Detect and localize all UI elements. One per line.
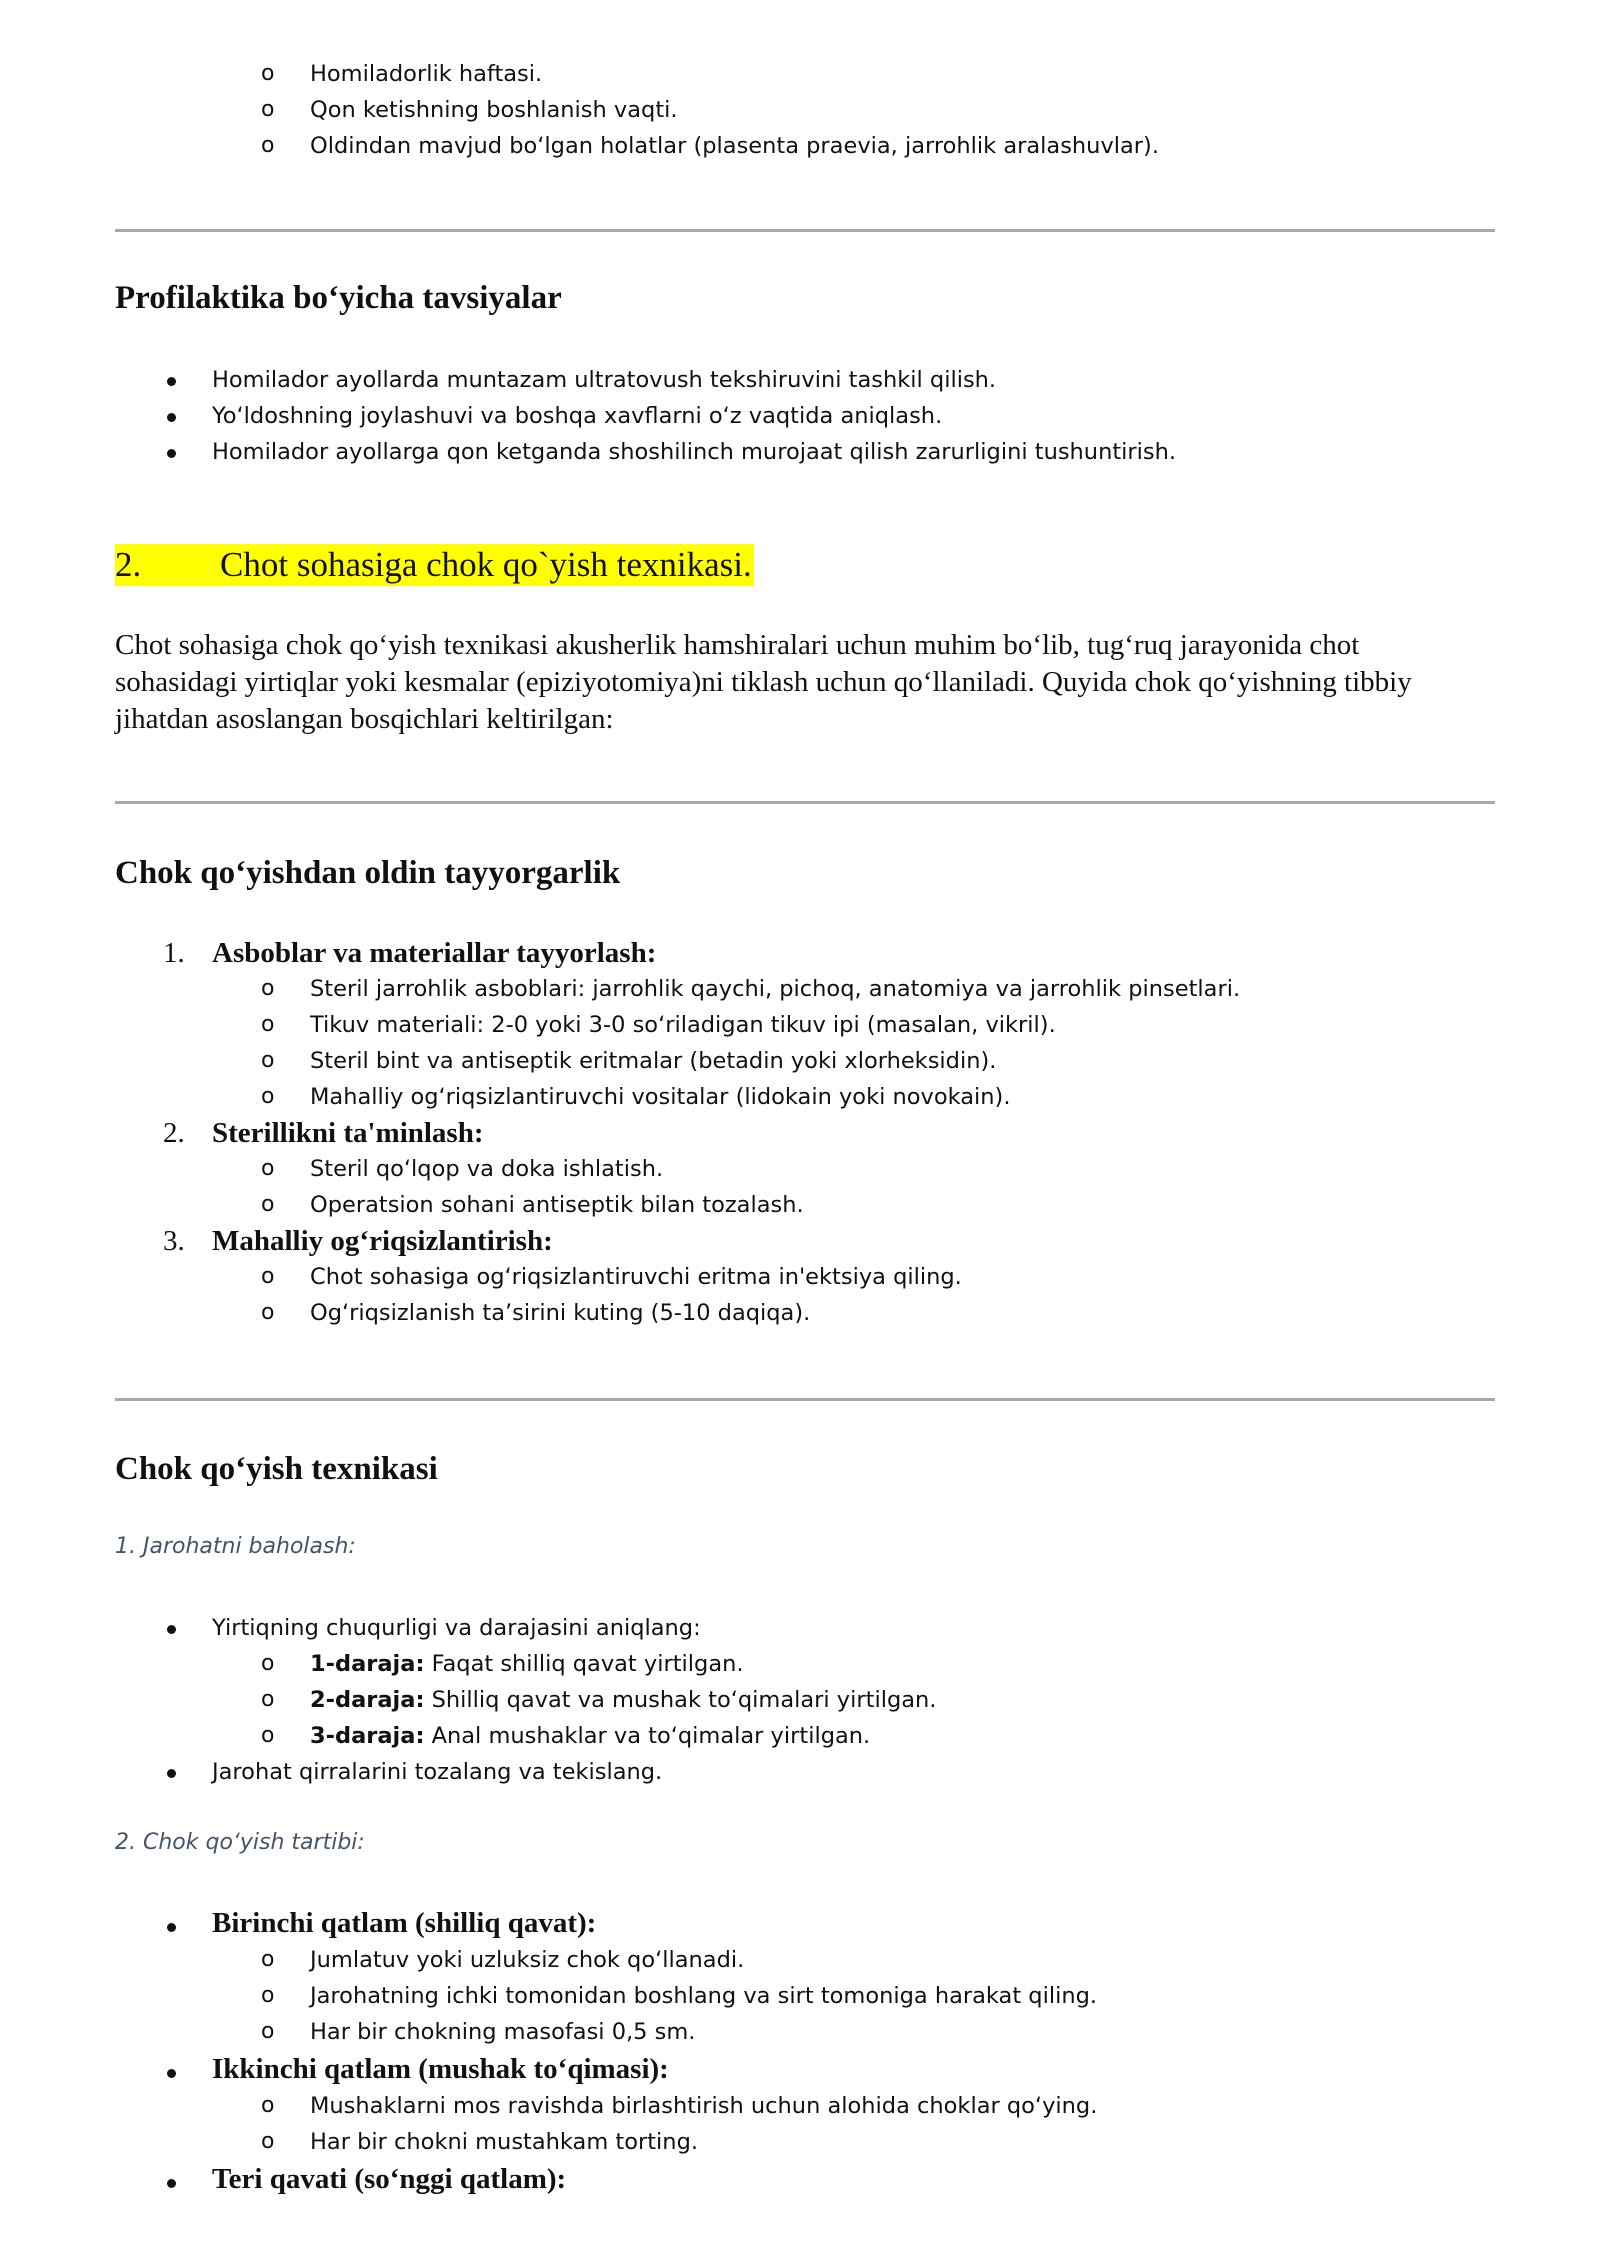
prep-step	[115, 1115, 1495, 1223]
section-heading-profilaktika: Profilaktika bo‘yicha tavsiyalar	[115, 280, 562, 316]
subheading-assess: 1. Jarohatni baholash:	[115, 1534, 356, 1559]
list-item: o Oldindan mavjud bo‘lgan holatlar (plasenta praevia, jarrohlik aralashuvlar).	[115, 128, 1495, 164]
step-sublist	[212, 1151, 1495, 1223]
section-number: 2.	[115, 545, 142, 584]
list-item: o Tikuv materiali: 2-0 yoki 3-0 so‘riladigan tikuv ipi (masalan, vikril).	[115, 1007, 1495, 1043]
list-item: o Operatsion sohani antiseptik bilan tozalash.	[115, 1187, 1495, 1223]
list-item	[115, 1610, 1495, 1754]
step-number: 1.	[163, 937, 185, 969]
degree-item	[115, 1718, 1495, 1754]
list-item: o Qon ketishning boshlanish vaqti.	[115, 92, 1495, 128]
layer-sublist	[212, 2088, 1495, 2160]
section-heading-prep: Chok qo‘yishdan oldin tayyorgarlik	[115, 855, 621, 891]
top-sublist	[115, 56, 1495, 164]
list-item: o Steril qo‘lqop va doka ishlatish.	[115, 1151, 1495, 1187]
prep-step	[115, 935, 1495, 1115]
horizontal-rule	[115, 1398, 1495, 1401]
layer-label: Ikkinchi qatlam (mushak to‘qimasi):	[212, 2053, 669, 2085]
section-paragraph: Chot sohasiga chok qo‘yish texnikasi akusherlik hamshiralari uchun muhim bo‘lib, tug‘ruq jarayonida chot sohasidagi yirtiqlar yoki kesmalar (epiziyotomiya)ni tiklash uchun qo‘llaniladi. Quyida chok qo‘yishning tibbiy jihatdan asoslangan bosqichlari keltirilgan:	[115, 629, 1412, 735]
layer-label: Birinchi qatlam (shilliq qavat):	[212, 1907, 597, 1939]
list-item: o Jarohatning ichki tomonidan boshlang va sirt tomoniga harakat qiling.	[115, 1978, 1495, 2014]
step-sublist	[212, 971, 1495, 1115]
degree-label: 2-daraja:	[310, 1687, 425, 1713]
list-item: o Chot sohasiga og‘riqsizlantiruvchi eritma in'ektsiya qiling.	[115, 1259, 1495, 1295]
degree-item	[115, 1682, 1495, 1718]
degree-item	[115, 1646, 1495, 1682]
section-heading-technique: Chok qo‘yish texnikasi	[115, 1451, 438, 1487]
section-title-highlight	[115, 544, 754, 586]
list-item: Jarohat qirralarini tozalang va tekislang.	[115, 1754, 1495, 1790]
list-item-text: Yirtiqning chuqurligi va darajasini aniqlang:	[212, 1615, 701, 1641]
step-label: Asboblar va materiallar tayyorlash:	[212, 937, 657, 969]
list-item: o Mushaklarni mos ravishda birlashtirish uchun alohida choklar qo‘ying.	[115, 2088, 1495, 2124]
list-item: o Jumlatuv yoki uzluksiz chok qo‘llanadi.	[115, 1942, 1495, 1978]
step-number: 3.	[163, 1225, 185, 1257]
list-item: Homilador ayollarga qon ketganda shoshilinch murojaat qilish zarurligini tushuntirish.	[115, 434, 1495, 470]
list-item: Homilador ayollarda muntazam ultratovush tekshiruvini tashkil qilish.	[115, 362, 1495, 398]
horizontal-rule	[115, 801, 1495, 804]
list-item: o Mahalliy og‘riqsizlantiruvchi vositalar (lidokain yoki novokain).	[115, 1079, 1495, 1115]
degree-text: Faqat shilliq qavat yirtilgan.	[424, 1651, 744, 1677]
list-item: Yo‘ldoshning joylashuvi va boshqa xavflarni o‘z vaqtida aniqlash.	[115, 398, 1495, 434]
degree-text: Shilliq qavat va mushak to‘qimalari yirtilgan.	[424, 1687, 937, 1713]
degree-sublist	[212, 1646, 1495, 1754]
layer-sublist	[212, 1942, 1495, 2050]
step-label: Sterillikni ta'minlash:	[212, 1117, 484, 1149]
degree-label: 1-daraja:	[310, 1651, 425, 1677]
horizontal-rule	[115, 229, 1495, 232]
list-item: o Og‘riqsizlanish ta’sirini kuting (5-10 daqiqa).	[115, 1295, 1495, 1331]
assess-list	[115, 1610, 1495, 1790]
step-label: Mahalliy og‘riqsizlantirish:	[212, 1225, 553, 1257]
list-item: o Har bir chokni mustahkam torting.	[115, 2124, 1495, 2160]
degree-label: 3-daraja:	[310, 1723, 425, 1749]
layer-item	[115, 1904, 1495, 2050]
step-sublist	[212, 1259, 1495, 1331]
prep-step	[115, 1223, 1495, 1331]
list-item: o Steril jarrohlik asboblari: jarrohlik qaychi, pichoq, anatomiya va jarrohlik pinsetlari.	[115, 971, 1495, 1007]
layer-item	[115, 2050, 1495, 2160]
layer-label: Teri qavati (so‘nggi qatlam):	[212, 2163, 567, 2195]
profilaktika-list	[115, 362, 1495, 470]
layer-item	[115, 2160, 1495, 2198]
prep-steps	[115, 935, 1495, 1331]
degree-text: Anal mushaklar va to‘qimalar yirtilgan.	[424, 1723, 871, 1749]
step-number: 2.	[163, 1117, 185, 1149]
list-item: o Har bir chokning masofasi 0,5 sm.	[115, 2014, 1495, 2050]
list-item: o Homiladorlik haftasi.	[115, 56, 1495, 92]
section-title: Chot sohasiga chok qo`yish texnikasi.	[220, 545, 752, 584]
subheading-order: 2. Chok qo‘yish tartibi:	[115, 1830, 365, 1855]
layers-list	[115, 1904, 1495, 2198]
list-item: o Steril bint va antiseptik eritmalar (betadin yoki xlorheksidin).	[115, 1043, 1495, 1079]
